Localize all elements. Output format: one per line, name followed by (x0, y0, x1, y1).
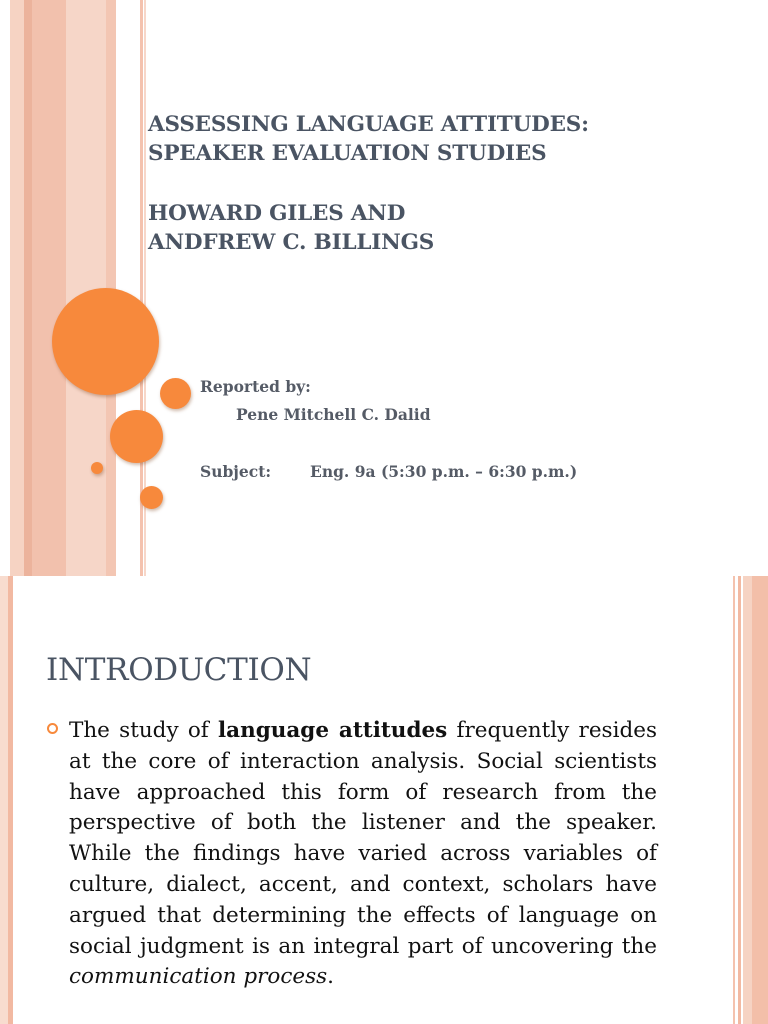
decorative-stripe (738, 576, 741, 1024)
decorative-circle (91, 462, 103, 474)
decorative-stripe (733, 576, 735, 1024)
decorative-circle (160, 378, 191, 409)
decorative-stripe (743, 576, 752, 1024)
decorative-stripe (8, 576, 13, 1024)
introduction-slide (0, 576, 768, 1024)
decorative-stripe (752, 576, 768, 1024)
decorative-circle (140, 486, 163, 509)
slide-title (148, 110, 728, 257)
circle-bullet-icon (47, 723, 58, 734)
intro-paragraph (69, 716, 657, 993)
decorative-stripe (24, 0, 32, 576)
author-line: HOWARD GILES AND (148, 201, 406, 226)
section-heading: INTRODUCTION (46, 652, 312, 688)
title-line: SPEAKER EVALUATION STUDIES (148, 141, 547, 166)
paragraph-body: frequently resides at the core of interaction analysis. Social scientists have approached this form of research from the perspective of both the listener and the speaker. While the findings have varied across variables of culture, dialect, accent, and context, scholars have argued that determining the effects of language on social judgment is an integral part of uncovering the (69, 718, 657, 959)
paragraph-lead: The study of (69, 718, 218, 743)
author-line: ANDFREW C. BILLINGS (148, 230, 435, 255)
paragraph-bold-term: language attitudes (217, 718, 448, 743)
paragraph-end: . (327, 964, 334, 990)
decorative-stripe (10, 0, 24, 576)
decorative-stripe (32, 0, 66, 576)
decorative-circle-large (52, 288, 159, 395)
reported-by-label: Reported by: (200, 377, 311, 396)
subject-value: Eng. 9a (5:30 p.m. – 6:30 p.m.) (310, 462, 578, 481)
decorative-circle (110, 410, 163, 463)
title-line: ASSESSING LANGUAGE ATTITUDES: (148, 112, 589, 137)
subject-label: Subject: (200, 462, 272, 481)
paragraph-italic-term: communication process (69, 964, 328, 990)
decorative-stripe (0, 576, 8, 1024)
reporter-name: Pene Mitchell C. Dalid (236, 405, 431, 424)
